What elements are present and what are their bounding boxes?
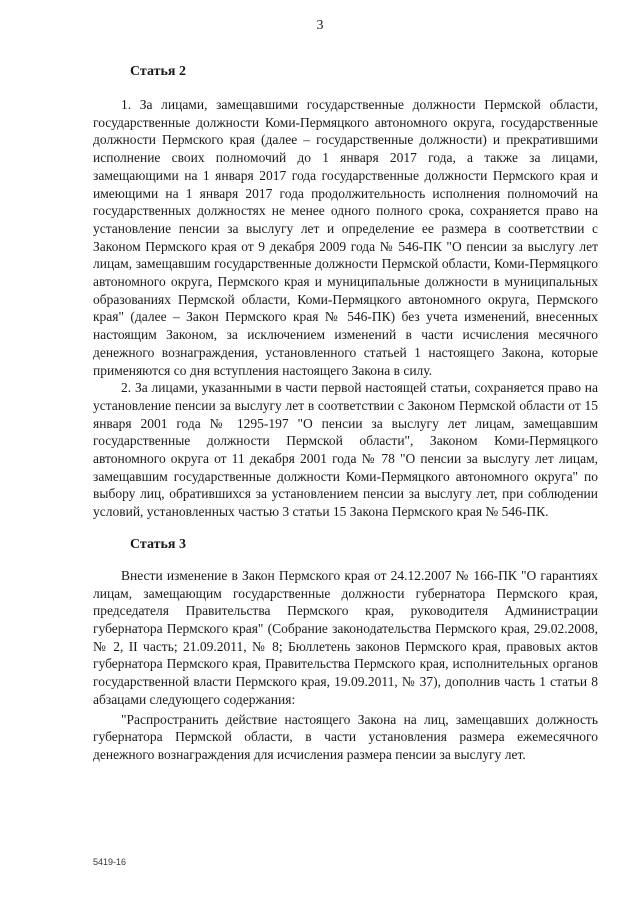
document-body [93, 62, 598, 764]
article-3-heading: Статья 3 [130, 536, 186, 552]
page-number: 3 [316, 18, 324, 33]
article-2-heading: Статья 2 [130, 64, 186, 79]
article-2-paragraph-1: 1. За лицами, замещавшими государственные должности Пермской области, государственные должности Коми-Пермяцкого автономного округа, государственные должности Пермского края (далее – государственные должности) и прекратившими исполнение своих полномочий до 1 января 2017 года, а также за лицами, замещающими на 1 января 2017 года государственные должности Пермского края и имеющими на 1 января 2017 года продолжительность исполнения полномочий на государственных должностях не менее одного полного срока, сохраняется право на установление пенсии за выслугу лет и определение ее размера в соответствии с Законом Пермского края от 9 декабря 2009 года № 546-ПК "О пенсии за выслугу лет лицам, замещавшим государственные должности Пермской области, Коми-Пермяцкого автономного округа, Пермского края и муниципальные должности в муниципальных образованиях Пермской области, Коми-Пермяцкого автономного округа, Пермского края" (далее – Закон Пермского края № 546-ПК) без учета изменений, внесенных настоящим Законом, за исключением изменений в части исчисления месячного денежного вознаграждения, установленного статьей 1 настоящего Закона, которые применяются со дня вступления настоящего Закона в силу. [93, 97, 598, 378]
article-3-paragraph-1: Внести изменение в Закон Пермского края от 24.12.2007 № 166-ПК "О гарантиях лицам, замещающим государственные должности губернатора Пермского края, председателя Правительства Пермского края, руководителя Администрации губернатора Пермского края" (Собрание законодательства Пермского края, 29.02.2008, № 2, II часть; 21.09.2011, № 8; Бюллетень законов Пермского края, правовых актов губернатора Пермского края, Правительства Пермского края, исполнительных органов государственной власти Пермского края, 19.09.2011, № 37), дополнив часть 1 статьи 8 абзацами следующего содержания: [93, 567, 598, 707]
article-2-paragraph-2: 2. За лицами, указанными в части первой настоящей статьи, сохраняется право на установление пенсии за выслугу лет в соответствии с Законом Пермской области от 15 января 2001 года № 1295-197 "О пенсии за выслугу лет лицам, замещавшим государственные должности Пермской области", Законом Коми-Пермяцкого автономного округа от 11 декабря 2001 года № 78 "О пенсии за выслугу лет лицам, замещавшим государственные должности Коми-Пермяцкого автономного округа" по выбору лиц, обратившихся за установлением пенсии за выслугу лет, при соблюдении условий, установленных частью 3 статьи 15 Закона Пермского края № 546-ПК. [93, 380, 598, 520]
article-3-quote: "Распространить действие настоящего Закона на лиц, замещавших должность губернатора Пермской области, в части установления размера ежемесячного денежного вознаграждения для исчисления размера пенсии за выслугу лет. [93, 711, 598, 762]
document-code: 5419-16 [93, 857, 127, 867]
